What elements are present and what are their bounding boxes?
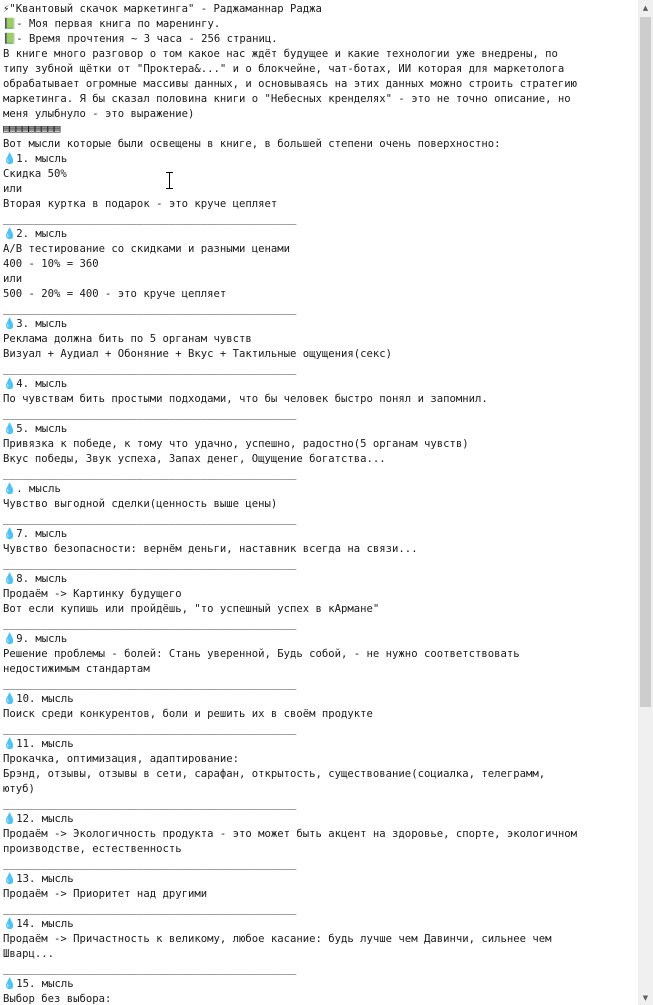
- text-line: Брэнд, отзывы, отзывы в сети, сарафан, открытость, существование(социалка, телеграмм,: [3, 768, 546, 780]
- text-line: или: [3, 183, 23, 195]
- text-line: ______________________________________________: [3, 303, 297, 315]
- text-line: или: [3, 273, 23, 285]
- text-line: 💧13. мысль: [3, 873, 74, 885]
- text-line: 💧8. мысль: [3, 573, 68, 585]
- text-line: 💧7. мысль: [3, 528, 68, 540]
- text-line: Вот мысли которые были освещены в книге, в большей степени очень поверхностно:: [3, 138, 501, 150]
- text-line: 500 - 20% = 400 - это круче цепляет: [3, 288, 227, 300]
- text-line: Вкус победы, Звук успеха, Запах денег, Ощущение богатства...: [3, 453, 386, 465]
- text-line: ______________________________________________: [3, 558, 297, 570]
- text-line: 💧2. мысль: [3, 228, 68, 240]
- text-line: Продаём -> Экологичность продукта - это может быть акцент на здоровье, спорте, экологичном: [3, 828, 578, 840]
- text-line: маркетинга. Я бы сказал половина книги о "Небесных кренделях" - это не точно описание, но: [3, 93, 571, 105]
- document-text[interactable]: [3, 2, 637, 1005]
- text-line: Решение проблемы - болей: Стань уверенной, Будь собой, - не нужно соответствовать: [3, 648, 520, 660]
- text-line: 💧15. мысль: [3, 978, 74, 990]
- text-cursor-icon: [165, 172, 175, 189]
- text-line: ______________________________________________: [3, 963, 297, 975]
- text-line: Продаём -> Приоритет над другими: [3, 888, 208, 900]
- text-line: ______________________________________________: [3, 408, 297, 420]
- text-line: ______________________________________________: [3, 723, 297, 735]
- text-line: обрабатывает огромные массивы данных, и основываясь на этих данных можно строить стратегию: [3, 78, 578, 90]
- text-line: 💧3. мысль: [3, 318, 68, 330]
- text-line: Чувство выгодной сделки(ценность выше цены): [3, 498, 278, 510]
- text-line: ютуб): [3, 783, 35, 795]
- text-line: ▤▤▤▤▤▤▤▤▤: [3, 123, 61, 135]
- text-line: 💧9. мысль: [3, 633, 68, 645]
- text-line: типу зубной щётки от "Проктера&..." и о блокчейне, чат-ботах, ИИ которая для маркетолога: [3, 63, 565, 75]
- text-line: Прокачка, оптимизация, адаптирование:: [3, 753, 239, 765]
- text-line: Поиск среди конкурентов, боли и решить их в своём продукте: [3, 708, 373, 720]
- text-line: А/В тестирование со скидками и разными ценами: [3, 243, 291, 255]
- text-line: Продаём -> Причастность к великому, любое касание: будь лучше чем Давинчи, сильнее чем: [3, 933, 552, 945]
- text-line: ______________________________________________: [3, 678, 297, 690]
- text-line: 💧12. мысль: [3, 813, 74, 825]
- scrollbar-thumb[interactable]: [640, 17, 651, 707]
- text-line: ______________________________________________: [3, 858, 297, 870]
- text-line: 📗- Моя первая книга по маренингу.: [3, 18, 221, 30]
- text-line: ______________________________________________: [3, 798, 297, 810]
- text-line: В книге много разговор о том какое нас ждёт будущее и какие технологии уже внедрены, по: [3, 48, 558, 60]
- text-line: 400 - 10% = 360: [3, 258, 99, 270]
- text-line: Продаём -> Картинку будущего: [3, 588, 182, 600]
- text-line: производстве, естественность: [3, 843, 182, 855]
- text-line: 💧1. мысль: [3, 153, 68, 165]
- vertical-scrollbar[interactable]: [638, 0, 653, 1005]
- text-line: 💧14. мысль: [3, 918, 74, 930]
- text-line: ______________________________________________: [3, 468, 297, 480]
- text-line: ______________________________________________: [3, 513, 297, 525]
- text-line: Чувство безопасности: вернём деньги, наставник всегда на связи...: [3, 543, 418, 555]
- text-line: Вторая куртка в подарок - это круче цепляет: [3, 198, 278, 210]
- text-line: 💧4. мысль: [3, 378, 68, 390]
- text-line: Привязка к победе, к тому что удачно, успешно, радостно(5 органам чувств): [3, 438, 469, 450]
- scroll-up-arrow-icon[interactable]: ▲: [642, 3, 649, 12]
- text-line: ______________________________________________: [3, 903, 297, 915]
- text-line: ______________________________________________: [3, 213, 297, 225]
- text-line: 📗- Время прочтения ~ 3 часа - 256 страниц.: [3, 33, 278, 45]
- text-line: ______________________________________________: [3, 618, 297, 630]
- text-line: 💧11. мысль: [3, 738, 74, 750]
- text-line: 💧5. мысль: [3, 423, 68, 435]
- text-line: ______________________________________________: [3, 363, 297, 375]
- scroll-down-arrow-icon[interactable]: ▼: [642, 993, 649, 1002]
- text-line: недостижимым стандартам: [3, 663, 150, 675]
- text-line: ⚡"Квантовый скачок маркетинга" - Раджаманнар Раджа: [3, 3, 322, 15]
- text-line: Шварц...: [3, 948, 55, 960]
- text-line: Визуал + Аудиал + Обоняние + Вкус + Тактильные ощущения(секс): [3, 348, 393, 360]
- text-line: По чувствам бить простыми подходами, что бы человек быстро понял и запомнил.: [3, 393, 488, 405]
- text-line: Выбор без выбора:: [3, 993, 112, 1005]
- text-line: 💧10. мысль: [3, 693, 74, 705]
- text-line: меня улыбнуло - это выражение): [3, 108, 195, 120]
- text-line: Скидка 50%: [3, 168, 67, 180]
- text-line: Реклама должна бить по 5 органам чувств: [3, 333, 252, 345]
- text-line: Вот если купишь или пройдёшь, "то успешный успех в кАрмане": [3, 603, 380, 615]
- text-line: 💧. мысль: [3, 483, 61, 495]
